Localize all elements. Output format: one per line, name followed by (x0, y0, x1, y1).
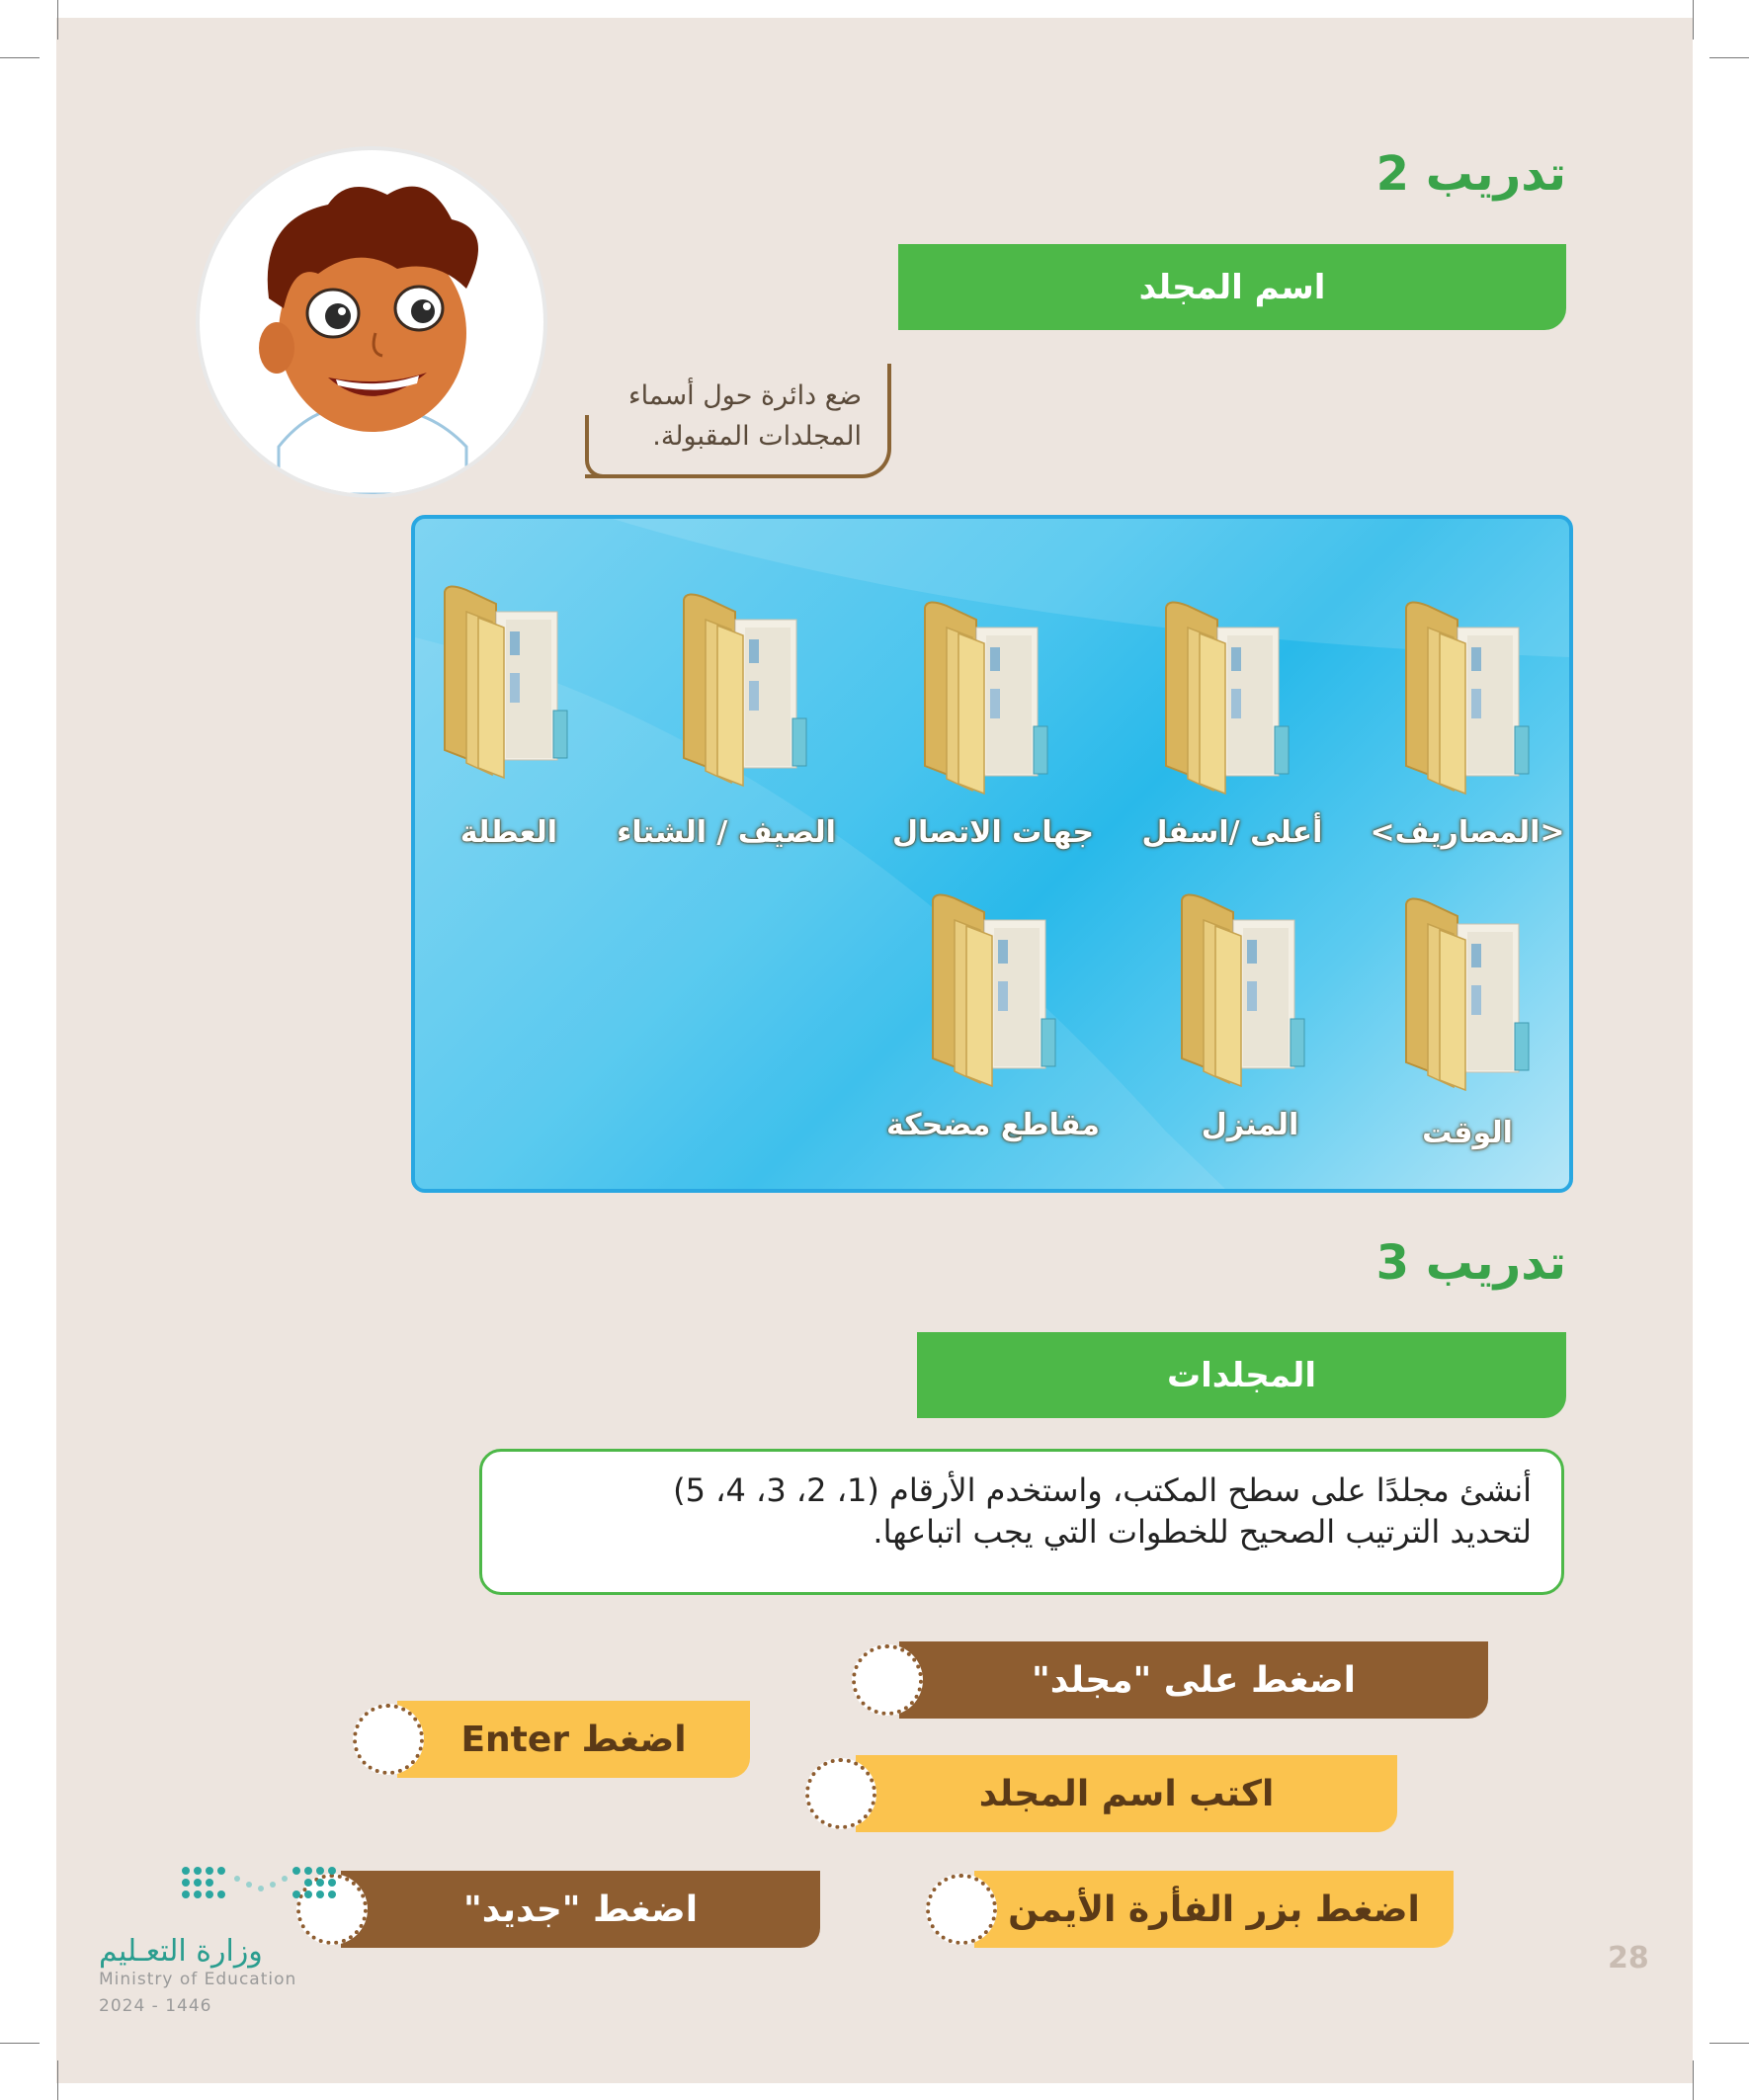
folder-label: المنزل (1201, 1108, 1299, 1142)
folder-icon[interactable] (1174, 890, 1312, 1088)
bubble-line-1: ضع دائرة حول أسماء (627, 380, 862, 411)
folder-label: <المصاريف> (1370, 815, 1565, 850)
crop-mark (1693, 2060, 1694, 2100)
step-number-circle[interactable] (926, 1874, 997, 1945)
folder-icon[interactable] (917, 598, 1055, 796)
exercise3-title: تدريب 3 (1375, 1235, 1566, 1291)
folder-icon[interactable] (1158, 598, 1296, 796)
step-type-folder-name: اكتب اسم المجلد (856, 1755, 1397, 1832)
ministry-name-english: Ministry of Education (99, 1970, 297, 1989)
crop-mark (1709, 2043, 1749, 2044)
folder-label: الصيف / الشتاء (617, 815, 836, 850)
step-press-enter: اضغط Enter (397, 1701, 750, 1778)
crop-mark (0, 57, 40, 58)
step-right-click: اضغط بزر الفأرة الأيمن (974, 1871, 1454, 1948)
instruction-line-1: أنشئ مجلدًا على سطح المكتب، واستخدم الأرقام (1، 2، 3، 4، 5) (673, 1471, 1532, 1509)
step-number-circle[interactable] (852, 1644, 923, 1716)
folder-icon[interactable] (437, 582, 575, 780)
ministry-name-arabic: وزارة التعـليم (99, 1934, 263, 1969)
crop-mark (57, 2060, 58, 2100)
ministry-year: 2024 - 1446 (99, 1996, 212, 2016)
folder-label: جهات الاتصال (891, 815, 1095, 850)
bubble-line-2: المجلدات المقبولة. (652, 421, 862, 452)
desktop-folders-panel (411, 515, 1573, 1193)
folder-icon[interactable] (1398, 598, 1537, 796)
folder-icon[interactable] (676, 590, 814, 788)
step-click-folder: اضغط على "مجلد" (899, 1641, 1488, 1719)
folder-icon[interactable] (925, 890, 1063, 1088)
crop-mark (1693, 0, 1694, 40)
crop-mark (1709, 57, 1749, 58)
folder-label: العطلة (459, 815, 558, 850)
speech-bubble-text (593, 376, 862, 457)
crop-mark (57, 0, 58, 40)
character-avatar (200, 150, 543, 494)
folder-label: الوقت (1422, 1116, 1513, 1150)
crop-mark (0, 2043, 40, 2044)
folder-label: مقاطع مضحكة (885, 1108, 1101, 1142)
instruction-box (479, 1449, 1564, 1595)
page-number: 28 (1608, 1941, 1649, 1975)
ministry-logo-dots (178, 1863, 356, 1907)
exercise3-bar: المجلدات (917, 1332, 1566, 1418)
folder-icon[interactable] (1398, 894, 1537, 1092)
step-number-circle[interactable] (805, 1758, 876, 1829)
exercise2-bar: اسم المجلد (898, 244, 1566, 330)
instruction-line-2: لتحديد الترتيب الصحيح للخطوات التي يجب اتباعها. (873, 1513, 1532, 1551)
exercise2-title: تدريب 2 (1375, 146, 1566, 202)
folder-label: أعلى /اسفل (1141, 815, 1323, 850)
step-number-circle[interactable] (353, 1704, 424, 1775)
step-click-new: اضغط "جديد" (341, 1871, 820, 1948)
